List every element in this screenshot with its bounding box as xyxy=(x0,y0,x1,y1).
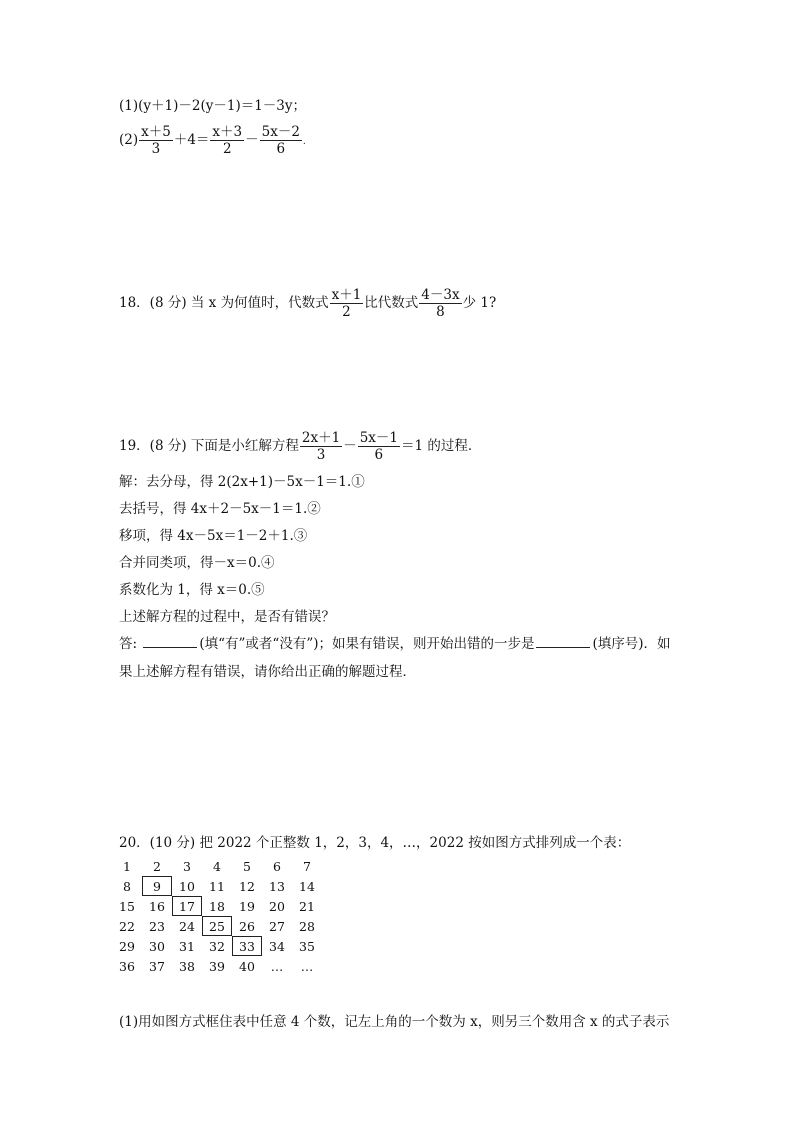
table-row xyxy=(112,876,322,896)
q19-blank-1[interactable] xyxy=(143,635,197,648)
table-cell: … xyxy=(270,958,284,974)
q18-mid: 比代数式 xyxy=(364,295,419,311)
table-cell: 23 xyxy=(149,918,165,934)
table-cell: 12 xyxy=(239,878,255,894)
table-cell: 39 xyxy=(209,958,225,974)
table-row xyxy=(112,856,322,876)
q19-question xyxy=(119,430,481,463)
table-cell: 19 xyxy=(239,898,255,914)
q19-answer-mid: (填“有”或者“没有”)；如果有错误，则开始出错的一步是 xyxy=(199,636,535,652)
q17-fraction-2 xyxy=(210,124,244,157)
table-cell: 18 xyxy=(209,898,225,914)
q19-minus: － xyxy=(343,438,357,454)
table-cell: 27 xyxy=(269,918,285,934)
q19-fraction-2 xyxy=(358,430,400,463)
q19-answer-line xyxy=(119,634,671,654)
q17-end: . xyxy=(302,137,306,147)
table-cell: 40 xyxy=(239,958,255,974)
number-table xyxy=(112,856,322,976)
table-cell: 5 xyxy=(243,858,251,874)
q17-f1-denominator: 3 xyxy=(151,141,161,157)
q17-plus-four: ＋4＝ xyxy=(173,132,210,148)
table-cell: 15 xyxy=(119,898,135,914)
q17-fraction-1 xyxy=(139,124,173,157)
table-cell: 31 xyxy=(179,938,195,954)
q18-f1-numerator: x＋1 xyxy=(331,287,362,303)
q17-f2-numerator: x＋3 xyxy=(212,124,243,140)
q17-f2-denominator: 2 xyxy=(222,141,232,157)
table-cell: 22 xyxy=(119,918,135,934)
table-cell: 33 xyxy=(232,936,262,956)
table-cell: 9 xyxy=(142,876,172,896)
table-cell: 28 xyxy=(299,918,315,934)
table-cell: 8 xyxy=(123,878,131,894)
q19-step-4: 合并同类项，得－x＝0.④ xyxy=(119,555,275,571)
table-cell: 11 xyxy=(209,878,225,894)
table-row xyxy=(112,956,322,976)
table-cell: 20 xyxy=(269,898,285,914)
q17-item2 xyxy=(119,124,306,157)
q19-answer-line-2: 果上述解方程有错误，请你给出正确的解题过程． xyxy=(119,664,416,680)
table-cell: 32 xyxy=(209,938,225,954)
q18-prefix: 18．(8 分) 当 x 为何值时，代数式 xyxy=(119,295,329,311)
table-cell: 14 xyxy=(299,878,315,894)
q19-step-3: 移项，得 4x－5x＝1－2＋1.③ xyxy=(119,528,308,544)
table-cell: 36 xyxy=(119,958,135,974)
q19-answer-end: (填序号)．如 xyxy=(592,636,671,652)
q18-question xyxy=(119,287,496,320)
table-cell: 38 xyxy=(179,958,195,974)
q18-f2-numerator: 4－3x xyxy=(421,287,460,303)
q19-blank-2[interactable] xyxy=(536,635,590,648)
table-cell: 21 xyxy=(299,898,315,914)
q19-prefix: 19．(8 分) 下面是小红解方程 xyxy=(119,438,299,454)
table-cell: 30 xyxy=(149,938,165,954)
q19-f1-numerator: 2x＋1 xyxy=(301,430,341,446)
q19-step-5: 系数化为 1，得 x＝0.⑤ xyxy=(119,582,265,598)
q20-intro: 20．(10 分) 把 2022 个正整数 1，2，3，4，…，2022 按如图方式排列成一个表： xyxy=(119,835,631,851)
q19-suffix: ＝1 的过程． xyxy=(400,438,482,454)
table-row xyxy=(112,896,322,916)
q18-suffix: 少 1? xyxy=(462,295,497,311)
table-row xyxy=(112,916,322,936)
table-cell: 6 xyxy=(273,858,281,874)
table-cell: 37 xyxy=(149,958,165,974)
q19-fraction-1 xyxy=(300,430,342,463)
table-cell: 25 xyxy=(202,916,232,936)
table-cell: 17 xyxy=(172,896,202,916)
table-cell: 13 xyxy=(269,878,285,894)
q20-part-1: (1)用如图方式框住表中任意 4 个数，记左上角的一个数为 x，则另三个数用含 x 的式子表示 xyxy=(119,1014,670,1030)
table-cell: 3 xyxy=(183,858,191,874)
q17-item2-label: (2) xyxy=(119,132,139,148)
table-cell: 1 xyxy=(123,858,131,874)
q17-minus: － xyxy=(245,132,259,148)
table-cell: 34 xyxy=(269,938,285,954)
q19-f2-denominator: 6 xyxy=(374,447,384,463)
q19-step-1: 解：去分母，得 2(2x+1)－5x－1＝1.① xyxy=(119,474,365,490)
q17-fraction-3 xyxy=(260,124,302,157)
table-cell: 16 xyxy=(149,898,165,914)
table-cell: 26 xyxy=(239,918,255,934)
q18-fraction-2 xyxy=(419,287,461,320)
table-cell: 4 xyxy=(213,858,221,874)
table-cell: 24 xyxy=(179,918,195,934)
q18-fraction-1 xyxy=(330,287,364,320)
table-cell: … xyxy=(300,958,314,974)
table-cell: 29 xyxy=(119,938,135,954)
q19-f2-numerator: 5x－1 xyxy=(359,430,398,446)
table-cell: 10 xyxy=(179,878,195,894)
table-cell: 35 xyxy=(299,938,315,954)
q19-prompt: 上述解方程的过程中，是否有错误？ xyxy=(119,609,335,625)
q19-step-2: 去括号，得 4x＋2－5x－1＝1.② xyxy=(119,501,321,517)
table-cell: 2 xyxy=(153,858,161,874)
q17-f3-numerator: 5x－2 xyxy=(261,124,300,140)
q18-f2-denominator: 8 xyxy=(436,304,445,320)
q19-answer-label: 答: xyxy=(119,636,142,652)
q17-item1: (1)(y＋1)－2(y－1)＝1－3y； xyxy=(119,98,307,114)
q19-f1-denominator: 3 xyxy=(316,447,326,463)
q18-f1-denominator: 2 xyxy=(342,304,351,320)
table-cell: 7 xyxy=(303,858,311,874)
table-row xyxy=(112,936,322,956)
q17-f1-numerator: x＋5 xyxy=(141,124,171,140)
q17-f3-denominator: 6 xyxy=(276,141,286,157)
